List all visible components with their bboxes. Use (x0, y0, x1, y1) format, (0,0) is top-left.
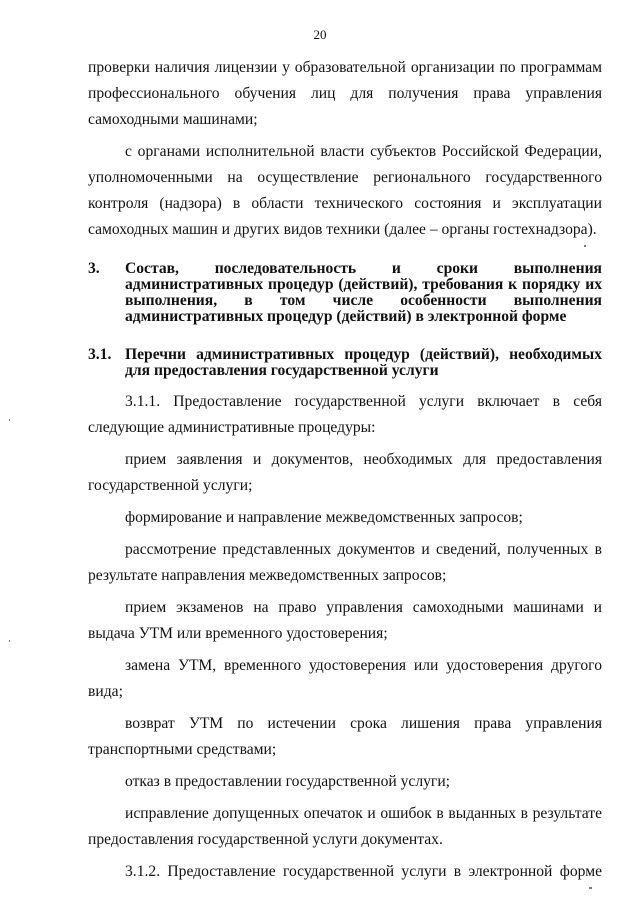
scan-mark (584, 245, 586, 247)
document-body (88, 55, 602, 885)
scan-mark (589, 887, 592, 889)
list-item: рассмотрение представленных документов и сведений, полученных в результате направления межведомственных запросов; (88, 541, 602, 584)
list-item: замена УТМ, временного удостоверения или удостоверения другого вида; (88, 657, 602, 700)
section-title: Состав, последовательность и сроки выполнения административных процедур (действий), требования к порядку их выполнения, в том числе особенности выполнения административных процедур (действий) в электронной форме (125, 260, 602, 325)
list-item: прием экзаменов на право управления самоходными машинами и выдача УТМ или временного удостоверения; (88, 599, 602, 642)
list-item: отказ в предоставлении государственной услуги; (125, 773, 451, 790)
list-item: возврат УТМ по истечении срока лишения права управления транспортными средствами; (88, 715, 602, 758)
paragraph: проверки наличия лицензии у образовательной организации по программам профессионального обучения лиц для получения права управления самоходными машинами; (88, 59, 602, 128)
scan-mark (9, 419, 10, 421)
section-number: 3.1. (88, 346, 112, 363)
paragraph: 3.1.2. Предоставление государственной услуги в электронной форме (125, 863, 602, 880)
paragraph: с органами исполнительной власти субъектов Российской Федерации, уполномоченными на осуществление регионального государственного контроля (надзора) в области технического состояния и эксплуатации самоходных машин и других видов техники (далее – органы гостехнадзора). (88, 143, 602, 238)
page-number: 20 (313, 27, 327, 42)
section-heading-3-1 (88, 347, 602, 379)
list-item: прием заявления и документов, необходимых для предоставления государственной услуги; (88, 451, 602, 494)
list-item: исправление допущенных опечаток и ошибок в выданных в результате предоставления государственной услуги документах. (88, 805, 602, 848)
section-heading-3 (88, 261, 602, 325)
scan-mark (9, 640, 10, 642)
list-item: формирование и направление межведомственных запросов; (125, 509, 523, 526)
paragraph: 3.1.1. Предоставление государственной услуги включает в себя следующие административные процедуры: (88, 393, 602, 436)
section-number: 3. (88, 260, 100, 277)
section-title: Перечни административных процедур (действий), необходимых для предоставления государственной услуги (125, 346, 602, 379)
